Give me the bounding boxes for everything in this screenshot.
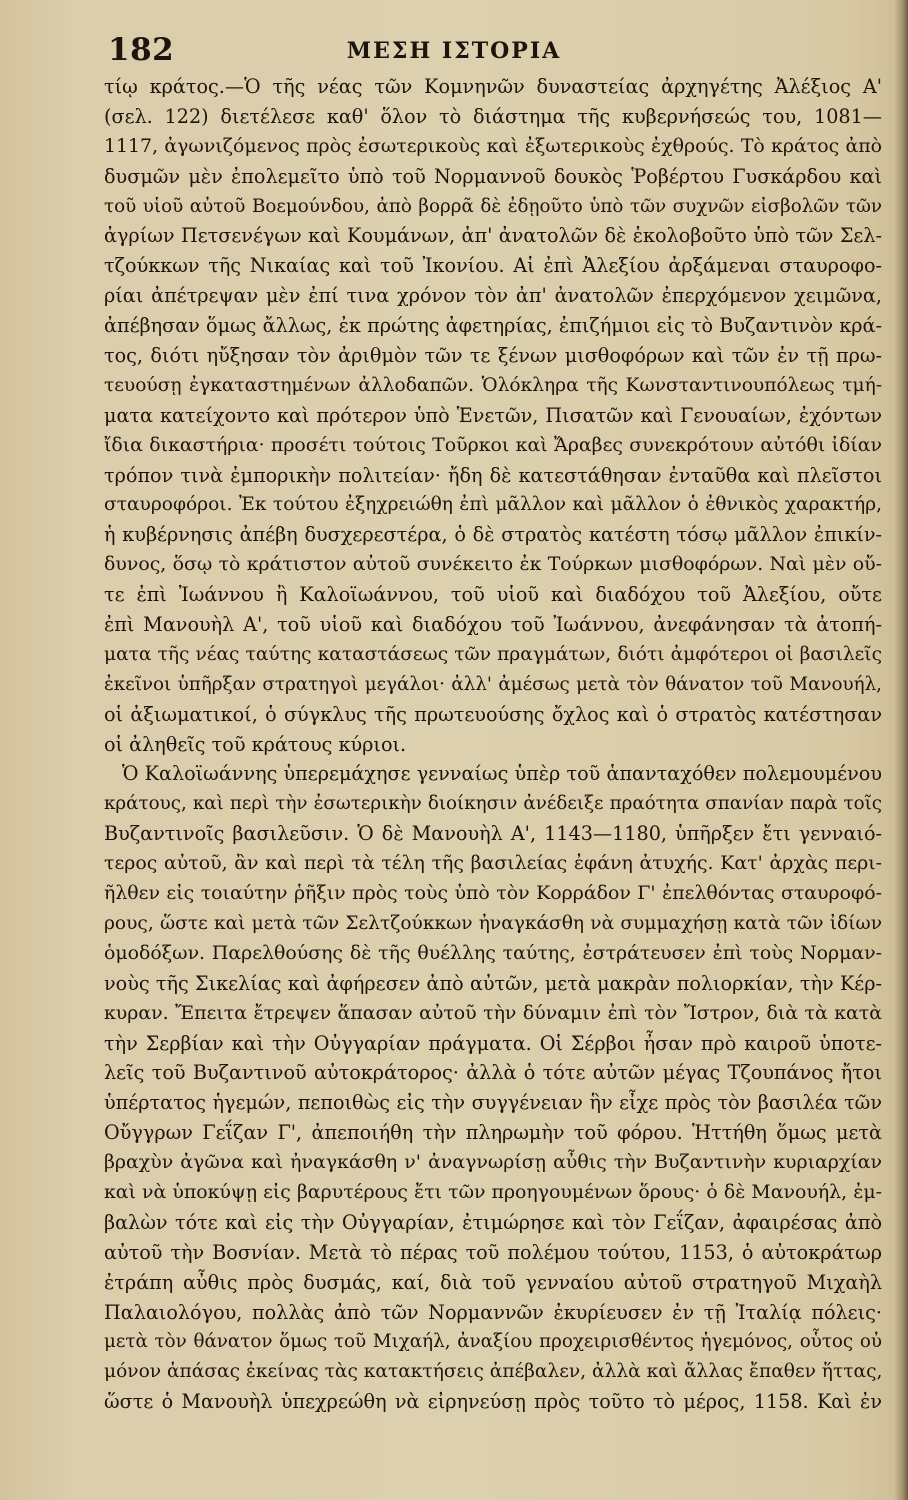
- text-line: οἱ ἀξιωματικοί, ὁ σύγκλυς τῆς πρωτευούσης ὄχλος καὶ ὁ στρατὸς κατέστησαν: [104, 702, 882, 726]
- text-line: ἡ κυβέρνησις ἀπέβη δυσχερεστέρα, ὁ δὲ στρατὸς κατέστη τόσῳ μᾶλλον ἐπικίν-: [104, 523, 882, 547]
- text-line: ἐκεῖνοι ὑπῆρξαν στρατηγοὶ μεγάλοι· ἀλλ' ἀμέσως μετὰ τὸν θάνατον τοῦ Μανουήλ,: [104, 673, 882, 695]
- text-line: αὐτοῦ τὴν Βοσνίαν. Μετὰ τὸ πέρας τοῦ πολέμου τούτου, 1153, ὁ αὐτοκράτωρ: [104, 1240, 882, 1264]
- text-line: βαλὼν τότε καὶ εἰς τὴν Οὐγγαρίαν, ἐτιμώρησε καὶ τὸν Γεΐζαν, ἀφαιρέσας ἀπὸ: [104, 1210, 882, 1234]
- text-line: ματα τῆς νέας ταύτης καταστάσεως τῶν πραγμάτων, διότι ἀμφότεροι οἱ βασιλεῖς: [104, 643, 882, 665]
- text-line: Οὔγγρων Γεΐζαν Γ', ἀπεποιήθη τὴν πληρωμὴν τοῦ φόρου. Ἡττήθη ὅμως μετὰ: [104, 1121, 882, 1145]
- text-line: ρίαι ἀπέτρεψαν μὲν ἐπί τινα χρόνον τὸν ἀπ' ἀνατολῶν ἐπερχόμενον χειμῶνα,: [104, 284, 882, 308]
- text-line: ρους, ὥστε καὶ μετὰ τῶν Σελτζούκκων ἠναγκάσθη νὰ συμμαχήσῃ κατὰ τῶν ἰδίων: [104, 912, 882, 934]
- text-line: τρόπον τινὰ ἐμπορικὴν πολιτείαν· ἤδη δὲ κατεστάθησαν ἐνταῦθα καὶ πλεῖστοι: [104, 463, 882, 487]
- text-line: βραχὺν ἀγῶνα καὶ ἠναγκάσθη ν' ἀναγνωρίσῃ αὖθις τὴν Βυζαντινὴν κυριαρχίαν: [104, 1151, 882, 1174]
- text-line: τε ἐπὶ Ἰωάννου ἢ Καλοϊωάννου, τοῦ υἱοῦ καὶ διαδόχου τοῦ Ἀλεξίου, οὔτε: [104, 583, 882, 607]
- text-line: ἐπὶ Μανουὴλ Α', τοῦ υἱοῦ καὶ διαδόχου τοῦ Ἰωάννου, ἀνεφάνησαν τὰ ἀτοπή-: [104, 613, 882, 637]
- text-line: τζούκκων τῆς Νικαίας καὶ τοῦ Ἰκονίου. Αἱ ἐπὶ Ἀλεξίου ἀρξάμεναι σταυροφο-: [104, 254, 882, 278]
- text-line: Βυζαντινοῖς βασιλεῦσιν. Ὁ δὲ Μανουὴλ Α', 1143—1180, ὑπῆρξεν ἔτι γενναιό-: [104, 822, 882, 846]
- text-line: [104, 1417, 882, 1447]
- text-line: ἀπέβησαν ὅμως ἄλλως, ἐκ πρώτης ἀφετηρίας, ἐπιζήμιοι εἰς τὸ Βυζαντινὸν κρά-: [104, 314, 882, 338]
- text-line: τευούσῃ ἐγκαταστημένων ἀλλοδαπῶν. Ὁλόκληρα τῆς Κωνσταντινουπόλεως τμή-: [104, 374, 882, 396]
- text-line: μετὰ τὸν θάνατον ὅμως τοῦ Μιχαήλ, ἀναξίου προχειρισθέντος ἡγεμόνος, οὗτος οὐ: [104, 1331, 882, 1353]
- text-line: καὶ νὰ ὑποκύψῃ εἰς βαρυτέρους ἔτι τῶν προηγουμένων ὅρους· ὁ δὲ Μανουήλ, ἐμ-: [104, 1180, 882, 1203]
- text-line: μόνον ἁπάσας ἐκείνας τὰς κατακτήσεις ἀπέβαλεν, ἀλλὰ καὶ ἄλλας ἔπαθεν ἥττας,: [104, 1361, 882, 1383]
- text-line: τοῦ υἱοῦ αὐτοῦ Βοεμούνδου, ἀπὸ βορρᾶ δὲ ἐδῃοῦτο ὑπὸ τῶν συχνῶν εἰσβολῶν τῶν: [104, 195, 882, 217]
- text-line: κυραν. Ἔπειτα ἔτρεψεν ἅπασαν αὐτοῦ τὴν δύναμιν ἐπὶ τὸν Ἴστρον, διὰ τὰ κατὰ: [104, 1001, 882, 1024]
- text-line: τὴν Σερβίαν καὶ τὴν Οὐγγαρίαν πράγματα. Οἱ Σέρβοι ἦσαν πρὸ καιροῦ ὑποτε-: [104, 1031, 882, 1055]
- body-text: [104, 72, 882, 1447]
- text-line: (σελ. 122) διετέλεσε καθ' ὅλον τὸ διάστημα τῆς κυβερνήσεώς του, 1081—: [104, 104, 882, 128]
- page-number: 182: [108, 32, 175, 68]
- text-line: τερος αὐτοῦ, ἂν καὶ περὶ τὰ τέλη τῆς βασιλείας ἐφάνη ἀτυχής. Κατ' ἀρχὰς περι-: [104, 852, 882, 875]
- running-head: ΜΕΣΗ ΙΣΤΟΡΙΑ: [346, 38, 562, 64]
- text-line: δυσμῶν μὲν ἐπολεμεῖτο ὑπὸ τοῦ Νορμαννοῦ δουκὸς Ῥοβέρτου Γυσκάρδου καὶ: [104, 164, 882, 188]
- text-line: κράτους, καὶ περὶ τὴν ἐσωτερικὴν διοίκησιν ἀνέδειξε πραότητα σπανίαν παρὰ τοῖς: [104, 793, 882, 815]
- text-line: ματα κατείχοντο καὶ πρότερον ὑπὸ Ἑνετῶν, Πισατῶν καὶ Γενουαίων, ἐχόντων: [104, 403, 882, 427]
- text-line: νοὺς τῆς Σικελίας καὶ ἀφήρεσεν ἀπὸ αὐτῶν, μετὰ μακρὰν πολιορκίαν, τὴν Κέρ-: [104, 971, 882, 995]
- paragraph-end-line: οἱ ἀληθεῖς τοῦ κράτους κύριοι.: [104, 732, 407, 756]
- text-line: λεῖς τοῦ Βυζαντινοῦ αὐτοκράτορος· ἀλλὰ ὁ τότε αὐτῶν μέγας Τζουπάνος ἤτοι: [104, 1061, 882, 1085]
- text-line: 1117, ἀγωνιζόμενος πρὸς ἐσωτερικοὺς καὶ ἐξωτερικοὺς ἐχθρούς. Τὸ κράτος ἀπὸ: [104, 134, 882, 157]
- text-line: τίῳ κράτος.—Ὁ τῆς νέας τῶν Κομνηνῶν δυναστείας ἀρχηγέτης Ἀλέξιος Α': [104, 75, 882, 98]
- text-line: ἐτράπη αὖθις πρὸς δυσμάς, καί, διὰ τοῦ γενναίου αὐτοῦ στρατηγοῦ Μιχαὴλ: [104, 1270, 882, 1294]
- page-binding-shadow: [894, 0, 908, 1500]
- text-line: ὁμοδόξων. Παρελθούσης δὲ τῆς θυέλλης ταύτης, ἐστράτευσεν ἐπὶ τοὺς Νορμαν-: [104, 941, 882, 964]
- text-line: τος, διότι ηὔξησαν τὸν ἀριθμὸν τῶν τε ξένων μισθοφόρων καὶ τῶν ἐν τῇ πρω-: [104, 344, 882, 368]
- text-line: ἀγρίων Πετσενέγων καὶ Κουμάνων, ἀπ' ἀνατολῶν δὲ ἐκολοβοῦτο ὑπὸ τῶν Σελ-: [104, 224, 882, 248]
- text-line: δυνος, ὅσῳ τὸ κράτιστον αὐτοῦ συνέκειτο ἐκ Τούρκων μισθοφόρων. Ναὶ μὲν οὔ-: [104, 553, 882, 576]
- text-line: ἴδια δικαστήρια· προσέτι τούτοις Τοῦρκοι καὶ Ἄραβες συνεκρότουν αὐτόθι ἰδίαν: [104, 433, 882, 456]
- text-line: ῆλθεν εἰς τοιαύτην ῥῆξιν πρὸς τοὺς ὑπὸ τὸν Κορράδον Γ' ἐπελθόντας σταυροφό-: [104, 882, 882, 905]
- text-line: σταυροφόροι. Ἐκ τούτου ἐξηχρειώθη ἐπὶ μᾶλλον καὶ μᾶλλον ὁ ἐθνικὸς χαρακτήρ,: [104, 494, 882, 516]
- text-line: ὥστε ὁ Μανουὴλ ὑπεχρεώθη νὰ εἰρηνεύσῃ πρὸς τοῦτο τὸ μέρος, 1158. Καὶ ἐν: [104, 1390, 882, 1414]
- text-line: ὑπέρτατος ἡγεμών, πεποιθὼς εἰς τὴν συγγένειαν ἣν εἶχε πρὸς τὸν βασιλέα τῶν: [104, 1091, 882, 1115]
- paragraph-start-line: Ὁ Καλοϊωάννης ὑπερεμάχησε γενναίως ὑπὲρ τοῦ ἁπανταχόθεν πολεμουμένου: [122, 762, 882, 786]
- text-line: Παλαιολόγου, πολλὰς ἀπὸ τῶν Νορμαννῶν ἐκυρίευσεν ἐν τῇ Ἰταλίᾳ πόλεις·: [104, 1300, 882, 1324]
